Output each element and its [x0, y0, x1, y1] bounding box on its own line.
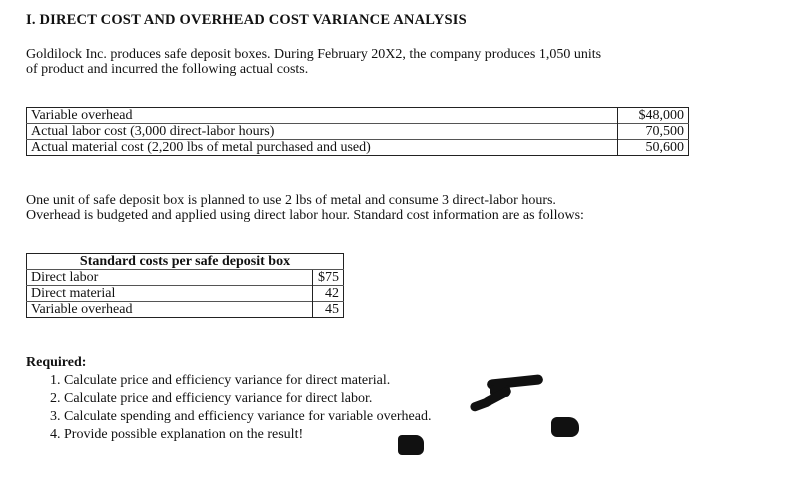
required-item-text: 4. Provide possible explanation on the result! [50, 427, 304, 442]
list-item [50, 426, 431, 444]
required-item-text: 2. Calculate price and efficiency variance for direct labor. [50, 391, 373, 406]
standard-costs-table [26, 253, 344, 318]
intro-paragraph [26, 47, 601, 77]
required-item-text: 3. Calculate spending and efficiency variance for variable overhead. [50, 409, 432, 424]
table-row [27, 140, 689, 156]
standard-cost-value: $75 [313, 270, 344, 286]
standard-cost-label: Variable overhead [27, 302, 313, 318]
list-item [50, 390, 431, 408]
actual-costs-table [26, 107, 689, 156]
table-row [27, 108, 689, 124]
info-line: Overhead is budgeted and applied using direct labor hour. Standard cost information are as follows: [26, 208, 584, 223]
info-line: One unit of safe deposit box is planned to use 2 lbs of metal and consume 3 direct-labor hours. [26, 193, 556, 208]
cost-value: $48,000 [618, 108, 689, 124]
standard-cost-value: 42 [313, 286, 344, 302]
required-list [50, 372, 431, 444]
page-title: I. DIRECT COST AND OVERHEAD COST VARIANCE ANALYSIS [26, 12, 467, 28]
cost-label: Actual material cost (2,200 lbs of metal purchased and used) [27, 140, 618, 156]
intro-line: Goldilock Inc. produces safe deposit boxes. During February 20X2, the company produces 1,050 units [26, 47, 602, 62]
table-header-row [27, 254, 344, 270]
standard-cost-value: 45 [313, 302, 344, 318]
redaction-mark [551, 417, 579, 437]
table-row [27, 270, 344, 286]
standard-cost-label: Direct labor [27, 270, 313, 286]
cost-label: Actual labor cost (3,000 direct-labor hours) [27, 124, 618, 140]
list-item [50, 372, 431, 390]
redaction-mark [398, 435, 424, 455]
list-item [50, 408, 431, 426]
table-row [27, 124, 689, 140]
standard-costs-header: Standard costs per safe deposit box [79, 254, 291, 269]
table-row [27, 302, 344, 318]
intro-line: of product and incurred the following actual costs. [26, 62, 309, 77]
required-item-text: 1. Calculate price and efficiency variance for direct material. [50, 373, 391, 388]
cost-label: Variable overhead [27, 108, 618, 124]
redaction-mark [469, 397, 493, 413]
info-paragraph [26, 193, 584, 223]
cost-value: 50,600 [618, 140, 689, 156]
table-row [27, 286, 344, 302]
required-heading: Required: [26, 355, 87, 370]
cost-value: 70,500 [618, 124, 689, 140]
standard-cost-label: Direct material [27, 286, 313, 302]
